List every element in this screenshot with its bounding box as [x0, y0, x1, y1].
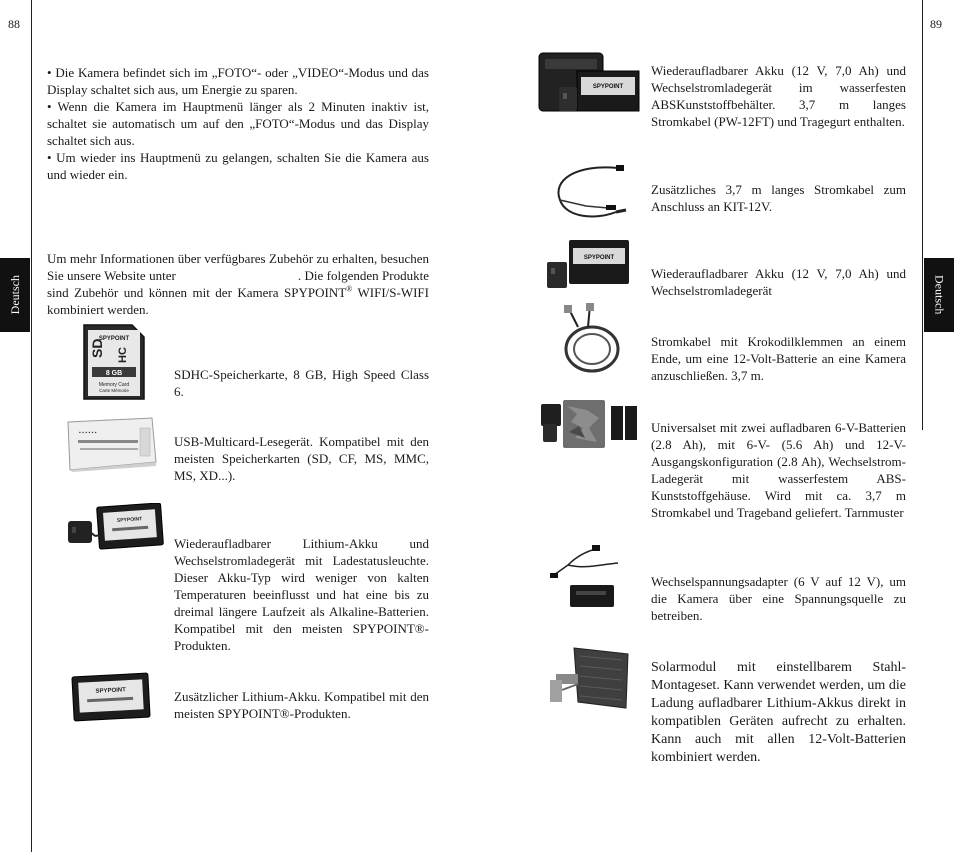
product-battery-box-text: Wiederaufladbarer Akku (12 V, 7,0 Ah) und Wechselstromladegerät im wasserfesten ABSKunststoffbehälter. 3,7 m langes Stromkabel (PW-12FT) und Tragegurt enthalten.	[651, 63, 906, 129]
battery-brand-logo: SPYPOINT	[95, 687, 126, 695]
product-card-reader-text: USB-Multicard-Lesegerät. Kompatibel mit den meisten Speicherkarten (SD, CF, MS, MMC, MS, XD...).	[174, 434, 429, 483]
camo-battery-kit-image	[537, 398, 639, 450]
clip-cable-image	[558, 303, 630, 379]
intro-text-3: WIFI/S-WIFI kombiniert werden.	[47, 285, 429, 317]
sdhc-card-image	[82, 323, 146, 401]
sd-label-1: Memory Card	[98, 382, 130, 388]
language-tab-left-label: Deutsch	[7, 275, 22, 315]
product-universal-set-text: Universalset mit zwei aufladbaren 6-V-Batterien (2.8 Ah), mit 6-V- (5.6 Ah) und 12-V-Ausgangskonfiguration (2.8 Ah), Wechselstrom-Ladegerät mit wasserfestem ABS-Kunststoffgehäuse. Wird mit ca. 3,7 m Stromkabel und Trageband geliefert. Tarnmuster	[651, 420, 906, 520]
intro-text-2: . Die folgenden Produkte sind Zubehör und können mit der Kamera SPYPOINT	[47, 268, 429, 300]
product-solar-panel-text: Solarmodul mit einstellbarem Stahl-Montageset. Kann verwendet werden, um die Ladung aufladbarer Lithium-Akkus direkt in kompatiblen Geräten aufrecht zu erhalten. Kann auch mit allen 12-Volt-Batterien kombiniert werden.	[651, 660, 906, 765]
product-sd-card-text: SDHC-Speicherkarte, 8 GB, High Speed Class 6.	[174, 367, 429, 399]
sd-label-2: Carte Mémoire	[99, 388, 129, 393]
battery-charger-image	[543, 236, 631, 294]
sd-capacity: 8 GB	[105, 370, 123, 377]
battery-brand-logo: SPYPOINT	[592, 84, 624, 90]
power-cable-image	[546, 160, 630, 226]
bullet-item: • Die Kamera befindet sich im „FOTO“- oder „VIDEO“-Modus und das Display schaltet sich aus, um Energie zu sparen.	[47, 65, 429, 97]
battery-box-kit-image	[537, 49, 641, 121]
lithium-battery-charger-image	[62, 503, 164, 551]
standby-bullets	[47, 64, 429, 183]
bullet-item: • Wenn die Kamera im Hauptmenü länger als 2 Minuten inaktiv ist, schaltet sie automatisch um auf den „FOTO“-Modus und das Display schaltet sich aus.	[47, 99, 429, 148]
intro-text-1: Um mehr Informationen über verfügbares Zubehör zu erhalten, besuchen Sie unsere Website unter	[47, 251, 429, 283]
battery-brand-logo: SPYPOINT	[116, 516, 143, 524]
page-number-left: 88	[8, 17, 20, 31]
card-reader-image	[64, 416, 158, 472]
bullet-item: • Um wieder ins Hauptmenü zu gelangen, schalten Sie die Kamera aus und wieder ein.	[47, 150, 429, 182]
product-battery-charger-text: Wiederaufladbarer Akku (12 V, 7,0 Ah) und Wechselstromladegerät	[651, 266, 906, 298]
solar-panel-image	[544, 644, 632, 714]
page-number-right: 89	[930, 17, 942, 31]
svg-text:HC: HC	[117, 347, 129, 363]
left-margin-rule	[31, 0, 32, 852]
product-lithium-kit-text: Wiederaufladbarer Lithium-Akku und Wechselstromladegerät mit Ladestatusleuchte. Dieser Akku-Typ wird weniger von kalten Temperaturen beeinflusst und hat eine bis zu dreimal längere Laufzeit als Alkaline-Batterien. Kompatibel mit den meisten SPYPOINT®-Produkten.	[174, 536, 429, 653]
svg-text:▪ ▪ ▪ ▪ ▪ ▪: ▪ ▪ ▪ ▪ ▪ ▪	[79, 430, 97, 436]
sd-brand-logo: SPYPOINT	[98, 336, 130, 342]
product-clip-cable-text: Stromkabel mit Krokodilklemmen an einem Ende, um eine 12-Volt-Batterie an eine Kamera anzuschließen. 3,7 m.	[651, 334, 906, 383]
right-margin-rule	[922, 0, 923, 430]
accessories-intro	[47, 250, 429, 318]
language-tab-left	[0, 258, 30, 332]
product-voltage-adapter-text: Wechselspannungsadapter (6 V auf 12 V), um die Kamera über eine Spannungsquelle zu betreiben.	[651, 574, 906, 623]
language-tab-right-label: Deutsch	[932, 275, 947, 315]
registered-mark: ®	[346, 284, 353, 294]
product-extra-cable-text: Zusätzliches 3,7 m langes Stromkabel zum Anschluss an KIT-12V.	[651, 182, 906, 214]
battery-brand-logo: SPYPOINT	[583, 255, 615, 261]
language-tab-right	[924, 258, 954, 332]
voltage-adapter-image	[548, 545, 622, 617]
svg-text:SD: SD	[89, 338, 105, 358]
product-extra-lithium-text: Zusätzlicher Lithium-Akku. Kompatibel mit den meisten SPYPOINT®-Produkten.	[174, 689, 429, 721]
extra-lithium-battery-image	[69, 671, 153, 723]
